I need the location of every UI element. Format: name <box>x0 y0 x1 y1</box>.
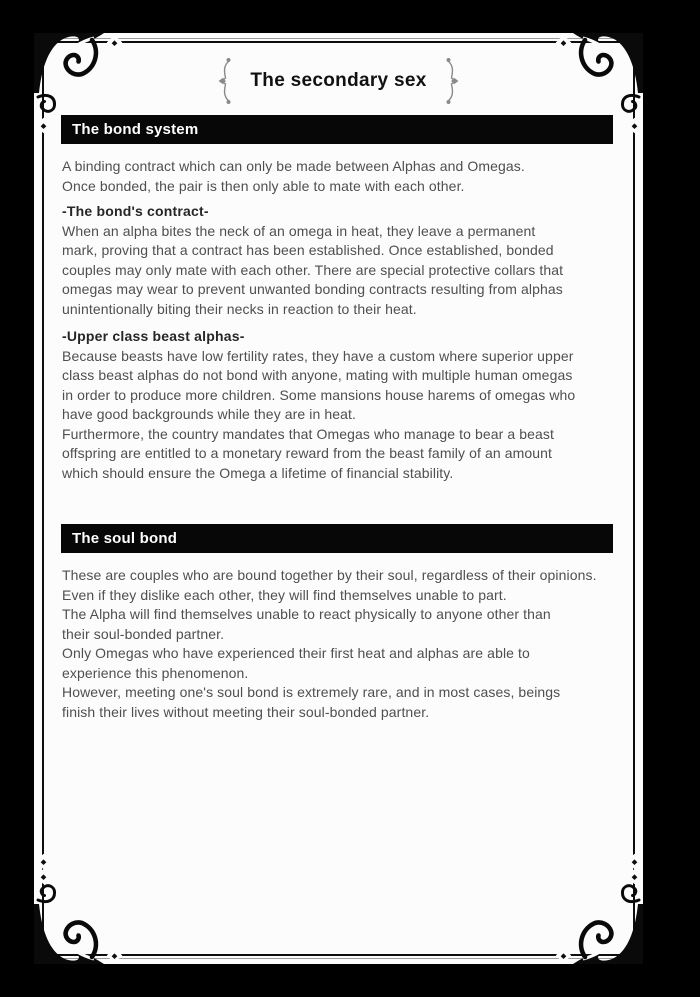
paragraph <box>62 157 620 196</box>
section-header-label: The soul bond <box>72 530 178 547</box>
section-soul-bond <box>62 524 620 722</box>
section-body <box>62 566 620 722</box>
paragraph-text: A binding contract which can only be made between Alphas and Omegas. Once bonded, the pair is then only able to mate with each other. <box>62 158 525 194</box>
paragraph <box>62 566 620 722</box>
page-title: The secondary sex <box>250 70 427 91</box>
frame-hairline-bottom <box>43 958 634 959</box>
page-panel <box>34 33 643 964</box>
paragraph-heading: -Upper class beast alphas- <box>62 328 245 344</box>
section-header-bar <box>61 524 613 553</box>
section-bond-system <box>62 115 620 483</box>
right-curly-brace-ornament-icon <box>444 57 461 105</box>
frame-hairline-top <box>43 38 634 39</box>
paragraph-text: These are couples who are bound together by their soul, regardless of their opinions. Even if they dislike each other, they will find themselves unable to part. The Alpha will find themselves unable to react physically to anyone other than their soul-bonded partner. Only Omegas who have experienced their first heat and alphas are able to experience this phenomenon. However, meeting one's soul bond is extremely rare, and in most cases, beings finish their lives without meeting their soul-bonded partner. <box>62 567 597 720</box>
paragraph <box>62 202 620 319</box>
section-header-label: The bond system <box>72 121 199 138</box>
page-title-row <box>34 57 643 105</box>
left-curly-brace-ornament-icon <box>216 57 233 105</box>
paragraph <box>62 327 620 483</box>
section-header-bar <box>61 115 613 144</box>
paragraph-text: When an alpha bites the neck of an omega in heat, they leave a permanent mark, proving that a contract has been established. Once established, bonded couples may only mate with each other. There are special protective collars that omegas may wear to prevent unwanted bonding contracts resulting from alphas unintentionally biting their necks in reaction to their heat. <box>62 222 564 317</box>
corner-swirl-flourish-icon <box>565 872 643 964</box>
paragraph-heading: -The bond's contract- <box>62 203 209 219</box>
section-body <box>62 157 620 483</box>
paragraph-text: Because beasts have low fertility rates, they have a custom where superior upper class beast alphas do not bond with anyone, mating with multiple human omegas in order to produce more children. Some mansions house harems of omegas who have good backgrounds while they are in heat. Furthermore, the country mandates that Omegas who manage to bear a beast offspring are entitled to a monetary reward from the beast family of an amount which should ensure the Omega a lifetime of financial stability. <box>62 347 576 481</box>
corner-swirl-flourish-icon <box>34 872 112 964</box>
